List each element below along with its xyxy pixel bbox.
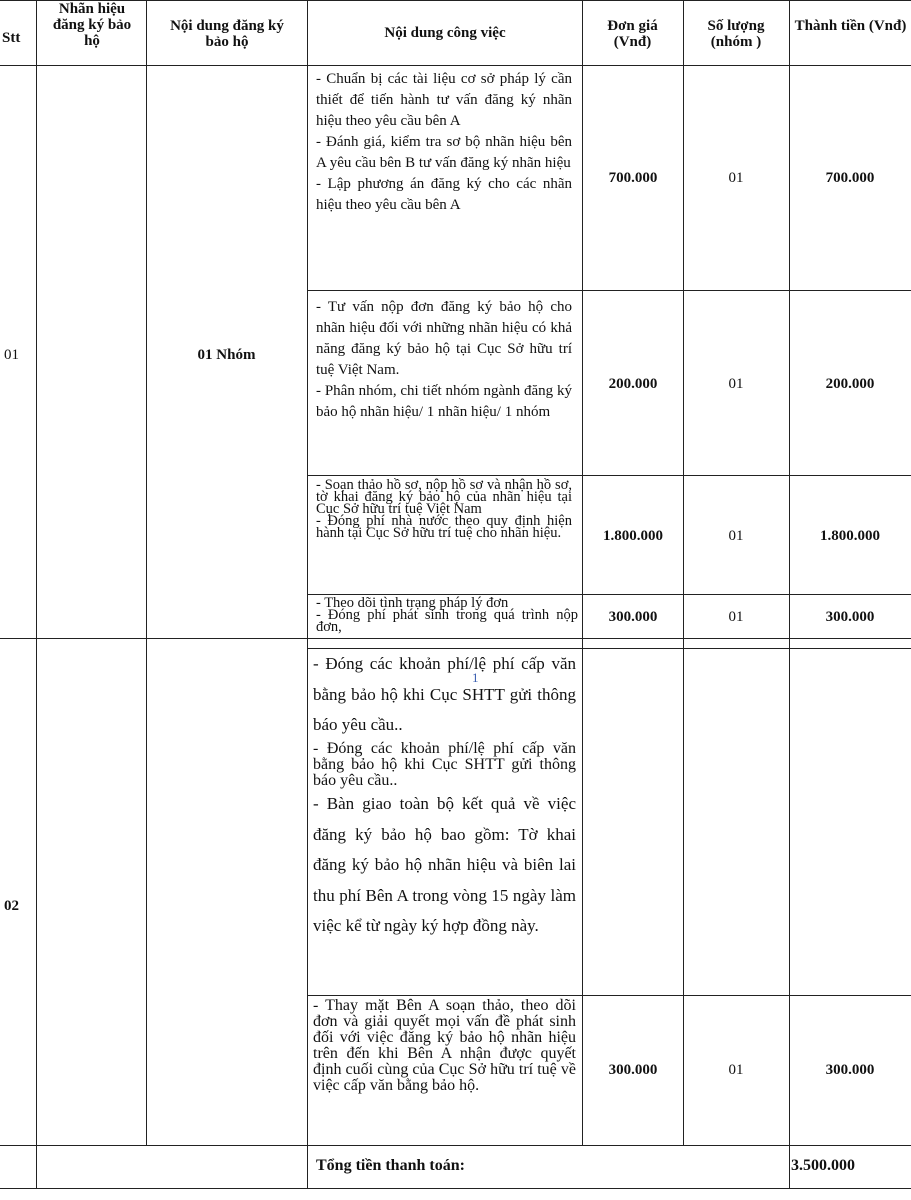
unit-price: 200.000 <box>608 376 658 392</box>
header-quantity: Số lượng (nhóm ) <box>707 18 765 50</box>
header-trademark: Nhãn hiệu đăng ký bảo hộ <box>52 1 132 49</box>
unit-price: 300.000 <box>608 609 658 625</box>
unit-price: 300.000 <box>608 1062 658 1078</box>
work-description: - Soạn thảo hồ sơ, nộp hồ sơ và nhận hồ sơ, tờ khai đăng ký bảo hộ của nhãn hiệu tại Cục Sở hữu trí tuệ Việt Nam - Đóng phí nhà nước theo quy định hiện hành tại Cục Sở hữu trí tuệ cho nhãn hiệu. <box>316 477 572 541</box>
unit-price: 700.000 <box>608 170 658 186</box>
line-total: 700.000 <box>825 170 875 186</box>
header-total: Thành tiền (Vnđ) <box>794 18 907 34</box>
unit-price: 1.800.000 <box>603 528 663 544</box>
quantity: 01 <box>728 170 744 186</box>
work-description: - Theo dõi tình trạng pháp lý đơn - Đóng phí phát sinh trong quá trình nộp đơn, <box>316 595 578 635</box>
work-description: - Đóng các khoản phí/lệ phí cấp văn bằng bảo hộ khi Cục SHTT gửi thông báo yêu cầu.. <box>313 654 576 734</box>
work-description: - Bàn giao toàn bộ kết quả về việc đăng ký bảo hộ bao gồm: Tờ khai đăng ký bảo hộ nhãn hiệu và biên lai thu phí Bên A trong vòng 15 ngày làm việc kể từ ngày ký hợp đồng này. <box>313 794 576 935</box>
group2-stt: 02 <box>4 898 19 914</box>
header-unit-price: Đơn giá (Vnđ) <box>607 18 658 50</box>
grand-total-value: 3.500.000 <box>791 1157 855 1174</box>
line-total: 1.800.000 <box>820 528 880 544</box>
header-stt: Stt <box>2 30 21 46</box>
work-description: - Thay mặt Bên A soạn thảo, theo dõi đơn và giải quyết mọi vấn đề phát sinh đối với việc đăng ký bảo hộ nhãn hiệu trên đến khi Bên A nhận được quyết định cuối cùng của Cục Sở hữu trí tuệ về việc cấp văn bằng bảo hộ. <box>313 997 576 1094</box>
work-description: - Tư vấn nộp đơn đăng ký bảo hộ cho nhãn hiệu đối với những nhãn hiệu có khả năng đăng ký bảo hộ tại Cục Sở hữu trí tuệ Việt Nam. - Phân nhóm, chi tiết nhóm ngành đăng ký bảo hộ nhãn hiệu/ 1 nhãn hiệu/ 1 nhóm <box>316 299 572 420</box>
group1-registration: 01 Nhóm <box>197 347 256 363</box>
quantity: 01 <box>728 609 744 625</box>
quantity: 01 <box>728 376 744 392</box>
header-registration: Nội dung đăng ký bảo hộ <box>170 18 284 50</box>
line-total: 300.000 <box>825 609 875 625</box>
line-total: 300.000 <box>825 1062 875 1078</box>
page-mark: 1 <box>472 670 479 685</box>
header-work: Nội dung công việc <box>384 25 506 41</box>
work-description: - Chuẩn bị các tài liệu cơ sở pháp lý cần thiết để tiến hành tư vấn đăng ký nhãn hiệu theo yêu cầu bên A - Đánh giá, kiểm tra sơ bộ nhãn hiệu bên A yêu cầu bên B tư vấn đăng ký nhãn hiệu - Lập phương án đăng ký cho các nhãn hiệu theo yêu cầu bên A <box>316 71 572 213</box>
line-total: 200.000 <box>825 376 875 392</box>
grand-total-label: Tổng tiền thanh toán: <box>316 1157 465 1174</box>
quantity: 01 <box>728 1062 744 1078</box>
group1-stt: 01 <box>4 347 19 363</box>
work-description: - Đóng các khoản phí/lệ phí cấp văn bằng bảo hộ khi Cục SHTT gửi thông báo yêu cầu.. <box>313 740 576 789</box>
quantity: 01 <box>728 528 744 544</box>
